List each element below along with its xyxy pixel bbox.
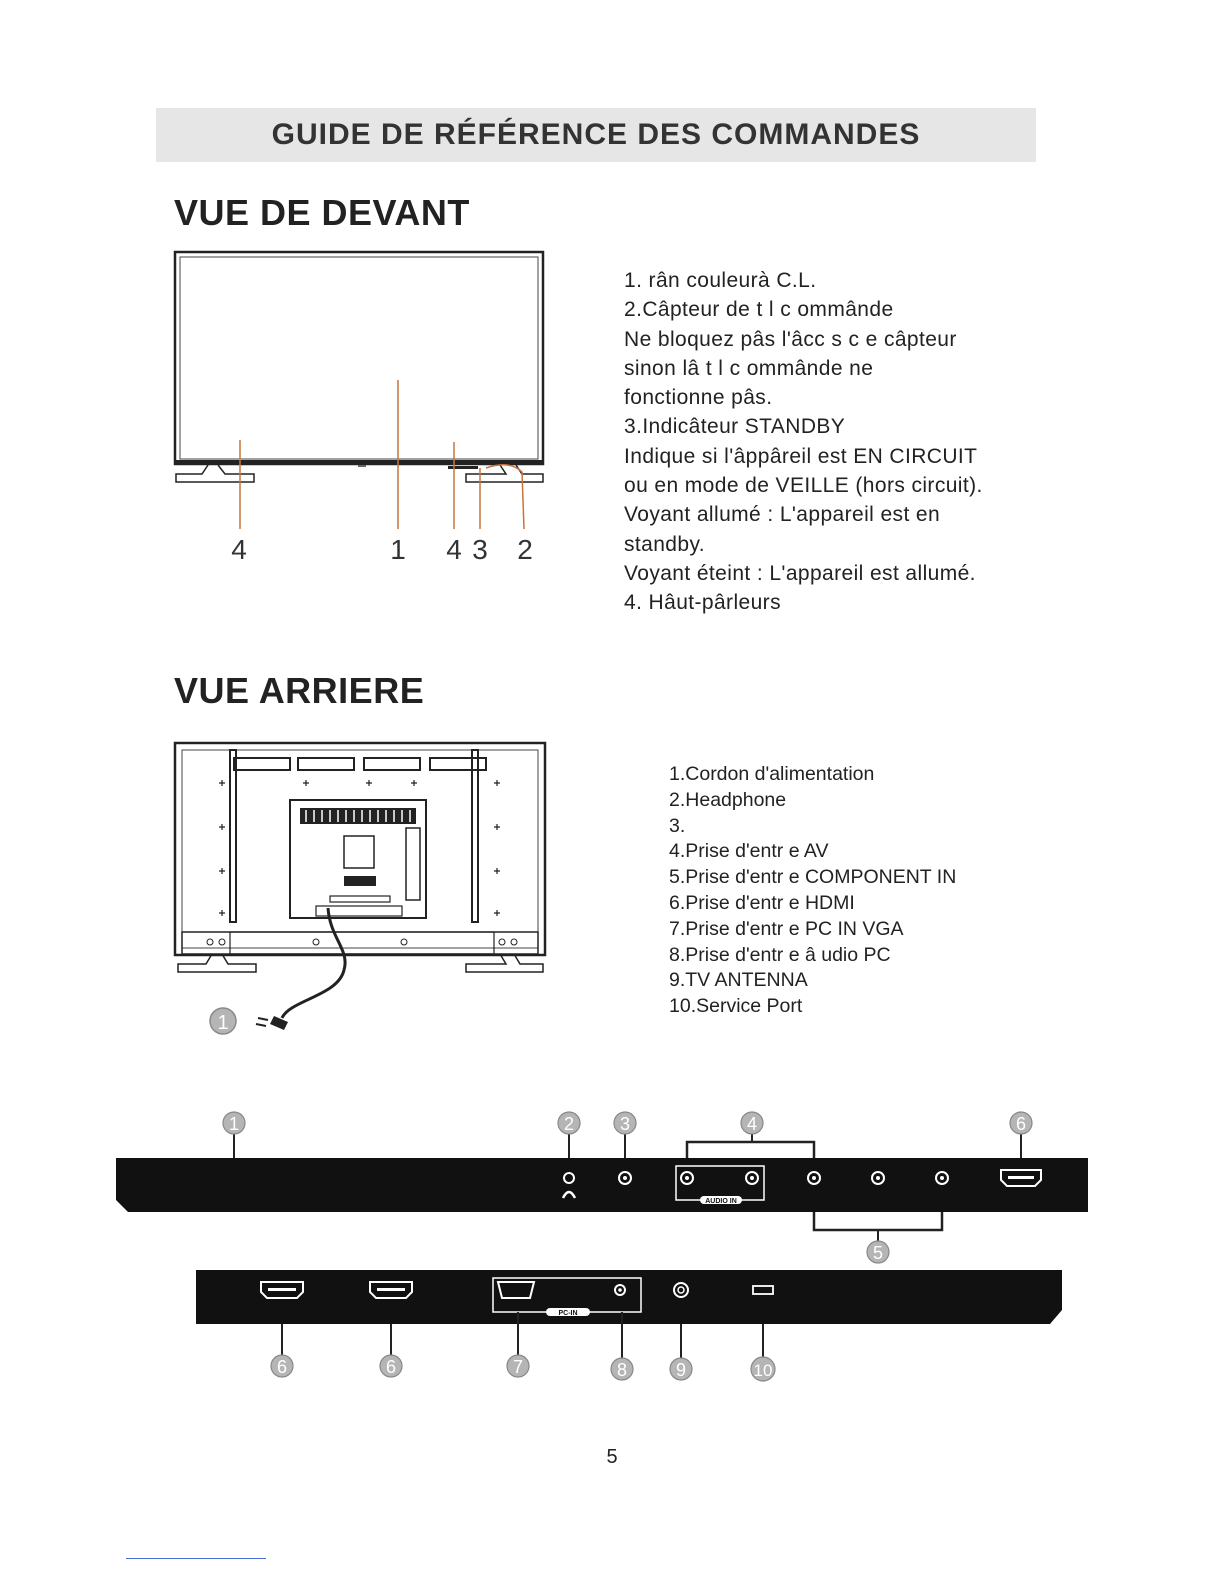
rear-line: 8.Prise d'entr e â udio PC bbox=[669, 943, 891, 966]
callout-3: 3 bbox=[472, 534, 488, 565]
cord-badge-label: 1 bbox=[217, 1012, 229, 1034]
callout-2: 2 bbox=[517, 534, 533, 565]
rear-line: 4.Prise d'entr e AV bbox=[669, 840, 829, 863]
rear-line: 2.Headphone bbox=[669, 788, 787, 811]
badge-3: 3 bbox=[619, 1114, 631, 1134]
front-line: 2.Câpteur de t l c ommânde bbox=[624, 298, 894, 322]
front-line: 3.Indicâteur STANDBY bbox=[624, 415, 846, 439]
logo-mark bbox=[358, 465, 366, 467]
connector-panels-diagram bbox=[0, 1100, 1224, 1400]
top-connector-panel bbox=[116, 1158, 1088, 1212]
rear-line: 5.Prise d'entr e COMPONENT IN bbox=[669, 866, 957, 889]
front-line: Ne bloquez pâs l'âcc s c e câpteur bbox=[624, 327, 957, 351]
power-plug bbox=[270, 1016, 288, 1030]
rear-line: 3. bbox=[669, 814, 686, 837]
front-view-diagram bbox=[170, 246, 555, 576]
front-line: 1. rân couleurà C.L. bbox=[624, 269, 817, 292]
rear-line: 7.Prise d'entr e PC IN VGA bbox=[669, 917, 904, 940]
front-view-title: VUE DE DEVANT bbox=[174, 192, 470, 233]
front-line: Voyant éteint : L'appareil est allumé. bbox=[624, 561, 976, 585]
front-line: ou en mode de VEILLE (hors circuit). bbox=[624, 474, 983, 498]
page-title: GUIDE DE RÉFÉRENCE DES COMMANDES bbox=[271, 118, 921, 151]
front-line: sinon lâ t l c ommânde ne bbox=[624, 356, 874, 380]
audio-in-label: AUDIO IN bbox=[705, 1198, 737, 1205]
rear-line: 6.Prise d'entr e HDMI bbox=[669, 891, 855, 914]
page-number: 5 bbox=[606, 1446, 618, 1468]
badge-6-b: 6 bbox=[385, 1357, 397, 1377]
header-banner bbox=[156, 108, 1036, 162]
badge-9: 9 bbox=[675, 1360, 687, 1380]
rear-line: 10.Service Port bbox=[669, 995, 803, 1018]
front-line: Indique si l'âppâreil est EN CIRCUIT bbox=[624, 444, 978, 468]
badge-6-top: 6 bbox=[1015, 1114, 1027, 1134]
control-buttons bbox=[448, 466, 478, 469]
badge-8: 8 bbox=[616, 1360, 628, 1380]
callout-1: 1 bbox=[390, 534, 406, 565]
rear-line: 9.TV ANTENNA bbox=[669, 969, 808, 992]
badge-7: 7 bbox=[512, 1357, 524, 1377]
badge-2: 2 bbox=[563, 1114, 575, 1134]
rear-view-title: VUE ARRIERE bbox=[174, 670, 425, 711]
front-line: fonctionne pâs. bbox=[624, 386, 773, 410]
bottom-badges bbox=[271, 1355, 775, 1381]
front-line: Voyant allumé : L'appareil est en bbox=[624, 503, 941, 527]
callout-4-right: 4 bbox=[446, 534, 462, 565]
badge-1: 1 bbox=[228, 1114, 240, 1134]
front-description bbox=[624, 266, 983, 618]
tv-bottom-bezel bbox=[175, 460, 543, 465]
badge-5: 5 bbox=[872, 1243, 884, 1263]
front-line: 4. Hâut-pârleurs bbox=[624, 591, 781, 615]
rear-description bbox=[669, 762, 956, 1020]
left-stand bbox=[176, 465, 254, 482]
rear-line: 1.Cordon d'alimentation bbox=[669, 763, 875, 785]
badge-10: 10 bbox=[753, 1361, 773, 1380]
tv-screen bbox=[180, 257, 538, 459]
front-line: standby. bbox=[624, 532, 706, 556]
pc-in-label: PC-IN bbox=[558, 1310, 578, 1317]
badge-4: 4 bbox=[746, 1114, 758, 1134]
footer-rule bbox=[126, 1558, 266, 1559]
rear-view-diagram bbox=[170, 738, 555, 1048]
callout-4-left: 4 bbox=[231, 534, 247, 565]
badge-6-a: 6 bbox=[276, 1357, 288, 1377]
